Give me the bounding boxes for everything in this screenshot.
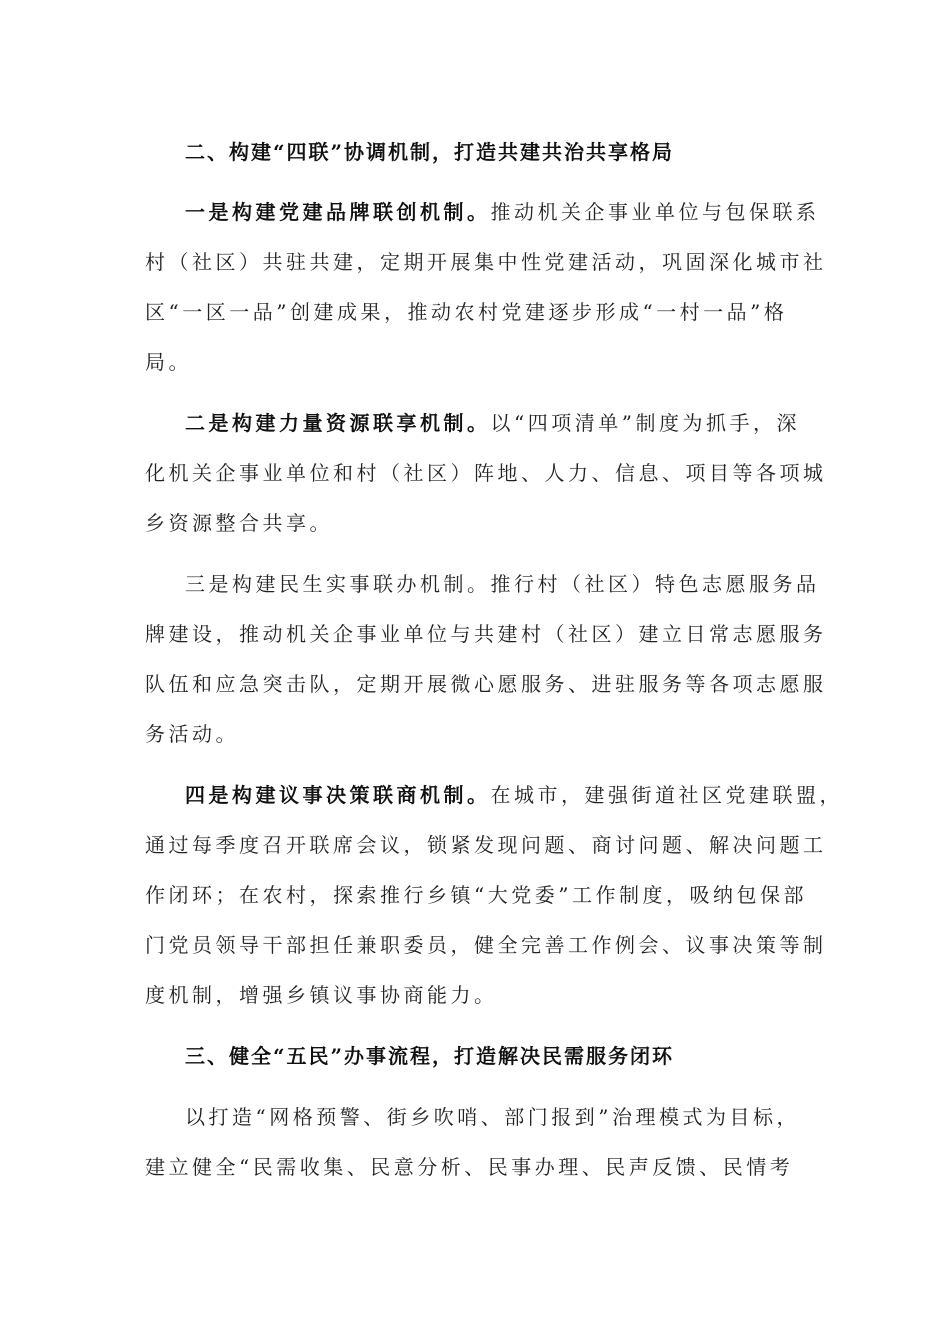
paragraph-line: 建立健全“民需收集、民意分析、民事办理、民声反馈、民情考 bbox=[145, 1155, 794, 1179]
paragraph-lead: 四是构建议事决策联商机制。 bbox=[185, 783, 491, 807]
paragraph-line: 队伍和应急突击队，定期开展微心愿服务、进驻服务等各项志愿服 bbox=[145, 672, 827, 696]
paragraph-line: 化机关企事业单位和村（社区）阵地、人力、信息、项目等各项城 bbox=[145, 461, 827, 485]
paragraph-livelihood bbox=[145, 559, 827, 759]
paragraph-line: 以打造“网格预警、街乡吹哨、部门报到”治理模式为目标， bbox=[185, 1105, 800, 1129]
paragraph-service-loop bbox=[145, 1092, 820, 1192]
paragraph-line: 区“一区一品”创建成果，推动农村党建逐步形成“一村一品”格 bbox=[145, 300, 788, 324]
paragraph-line: 乡资源整合共享。 bbox=[145, 511, 333, 535]
paragraph-line: 牌建设，推动机关企事业单位与共建村（社区）建立日常志愿服务 bbox=[145, 622, 827, 646]
document-body bbox=[145, 127, 843, 1192]
paragraph-party-brand bbox=[145, 187, 827, 387]
paragraph-line: 三是构建民生实事联办机制。推行村（社区）特色志愿服务品 bbox=[185, 572, 820, 596]
paragraph-line: 局。 bbox=[145, 350, 192, 374]
paragraph-line: 作闭环；在农村，探索推行乡镇“大党委”工作制度，吸纳包保部 bbox=[145, 883, 807, 907]
section-heading-2: 二、构建“四联”协调机制，打造共建共治共享格局 bbox=[185, 140, 675, 164]
section-heading-3: 三、健全“五民”办事流程，打造解决民需服务闭环 bbox=[185, 1044, 675, 1068]
paragraph-text: 在城市，建强街道社区党建联盟， bbox=[490, 783, 843, 807]
paragraph-resource-sharing bbox=[145, 398, 827, 548]
paragraph-text: 推动机关企事业单位与包保联系 bbox=[490, 200, 820, 224]
paragraph-text: 以“四项清单”制度为抓手，深 bbox=[490, 411, 800, 435]
paragraph-line: 通过每季度召开联席会议，锁紧发现问题、商讨问题、解决问题工 bbox=[145, 833, 827, 857]
paragraph-lead: 一是构建党建品牌联创机制。 bbox=[185, 200, 491, 224]
paragraph-line: 门党员领导干部担任兼职委员，健全完善工作例会、议事决策等制 bbox=[145, 933, 827, 957]
paragraph-line: 度机制，增强乡镇议事协商能力。 bbox=[145, 983, 498, 1007]
paragraph-line: 务活动。 bbox=[145, 722, 239, 746]
paragraph-decision-making bbox=[145, 770, 843, 1020]
paragraph-lead: 二是构建力量资源联享机制。 bbox=[185, 411, 491, 435]
paragraph-line: 村（社区）共驻共建，定期开展集中性党建活动，巩固深化城市社 bbox=[145, 250, 827, 274]
